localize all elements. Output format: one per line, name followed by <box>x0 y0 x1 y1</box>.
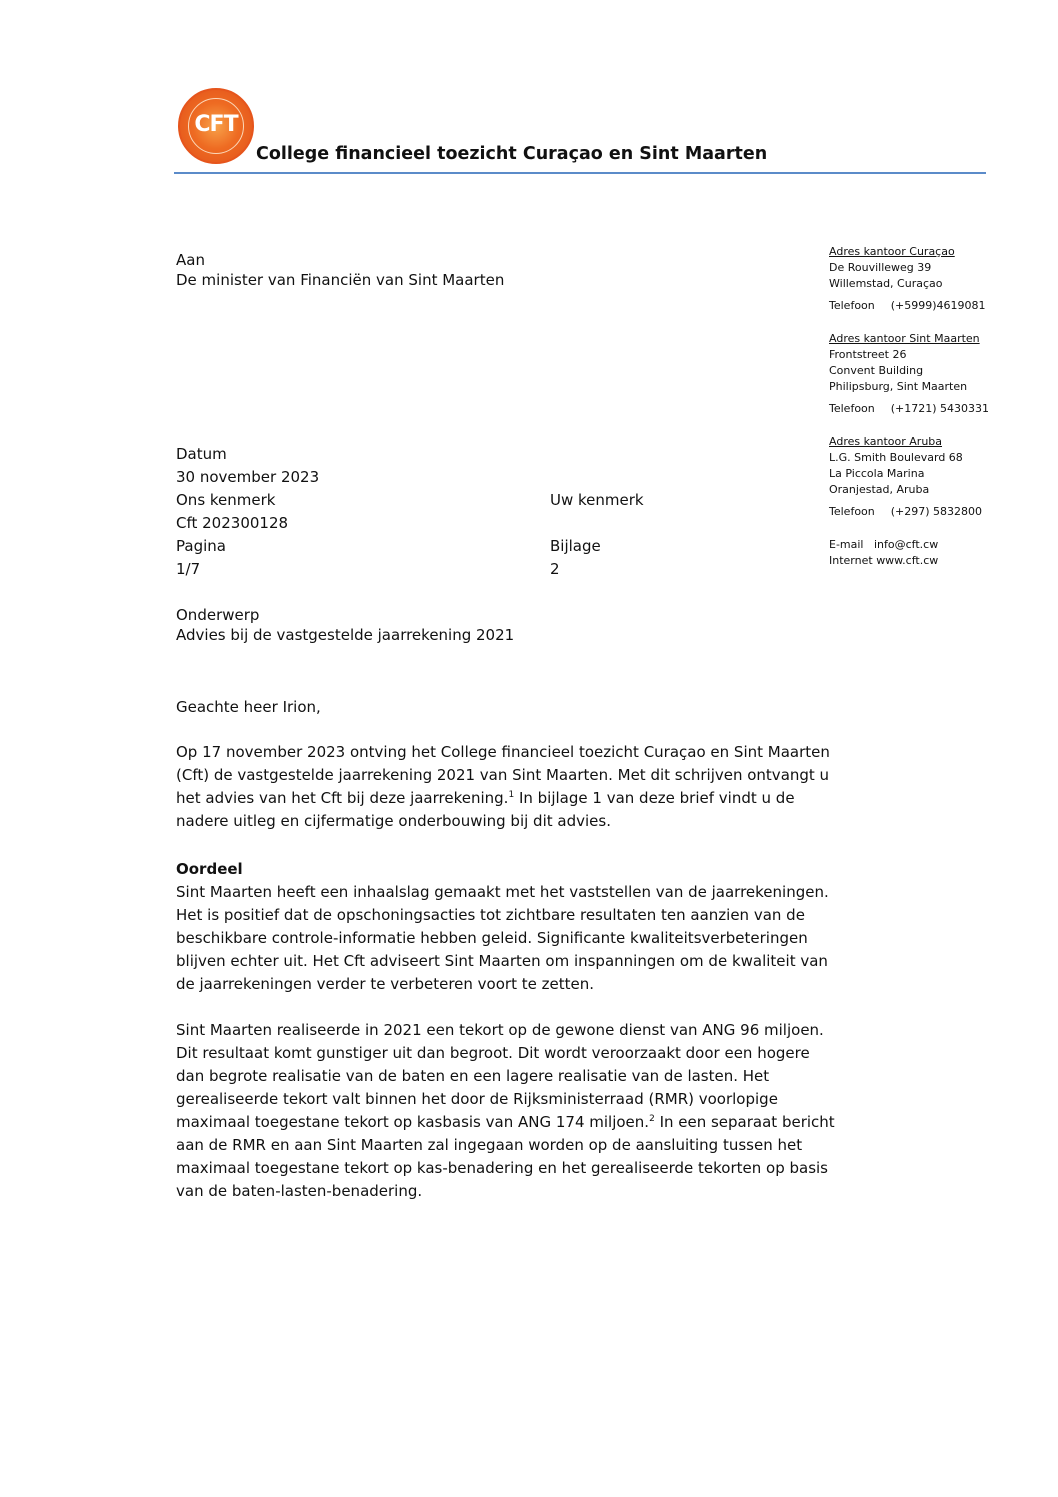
logo-text: CFT <box>194 112 238 137</box>
body-text: het advies van het Cft bij deze jaarrekening. <box>176 789 509 807</box>
datum-label: Datum <box>176 445 227 463</box>
office-curacao <box>829 244 986 314</box>
body-line: aan de RMR en aan Sint Maarten zal ingegaan worden op de aansluiting tussen het <box>176 1136 803 1154</box>
office-address-line: De Rouvilleweg 39 <box>829 261 932 274</box>
office-address-line: Frontstreet 26 <box>829 348 907 361</box>
office-heading: Adres kantoor Aruba <box>829 435 943 448</box>
onderwerp-label: Onderwerp <box>176 606 260 624</box>
body-line: gerealiseerde tekort valt binnen het door de Rijksministerraad (RMR) voorlopige <box>176 1090 778 1108</box>
phone-label: Telefoon <box>829 299 875 312</box>
office-address-line: Philipsburg, Sint Maarten <box>829 380 968 393</box>
bijlage-value: 2 <box>550 560 560 578</box>
internet-label: Internet <box>829 554 873 567</box>
email-link[interactable]: info@cft.cw <box>874 538 939 551</box>
contact-internet <box>829 553 938 569</box>
office-address-line: Oranjestad, Aruba <box>829 483 930 496</box>
body-line: Op 17 november 2023 ontving het College financieel toezicht Curaçao en Sint Maarten <box>176 743 830 761</box>
office-address-line: La Piccola Marina <box>829 467 925 480</box>
office-phone <box>829 401 989 417</box>
uw-kenmerk-label: Uw kenmerk <box>550 491 644 509</box>
body-line: beschikbare controle-informatie hebben geleid. Significante kwaliteitsverbeteringen <box>176 929 808 947</box>
oordeel-section <box>176 858 896 996</box>
body-line: de jaarrekeningen verder te verbeteren voort te zetten. <box>176 975 594 993</box>
ons-kenmerk-label: Ons kenmerk <box>176 491 276 509</box>
organization-title: College financieel toezicht Curaçao en Sint Maarten <box>256 144 768 164</box>
email-label: E-mail <box>829 538 864 551</box>
office-sint-maarten <box>829 331 989 417</box>
addressee-label: Aan <box>176 251 205 269</box>
body-text: maximaal toegestane tekort op kasbasis van ANG 174 miljoen. <box>176 1113 650 1131</box>
phone-number: (+5999)4619081 <box>890 299 986 312</box>
office-heading: Adres kantoor Sint Maarten <box>829 332 980 345</box>
body-text: In bijlage 1 van deze brief vindt u de <box>514 789 795 807</box>
office-aruba <box>829 434 982 520</box>
office-heading: Adres kantoor Curaçao <box>829 245 955 258</box>
addressee-name: De minister van Financiën van Sint Maarten <box>176 271 505 289</box>
body-line: dan begrote realisatie van de baten en een lagere realisatie van de lasten. Het <box>176 1067 770 1085</box>
section-heading: Oordeel <box>176 860 243 878</box>
website-link[interactable]: www.cft.cw <box>876 554 939 567</box>
body-line: Het is positief dat de opschoningsacties tot zichtbare resultaten ten aanzien van de <box>176 906 805 924</box>
phone-number: (+1721) 5430331 <box>890 402 990 415</box>
footnote-ref-2[interactable]: 2 <box>649 1114 655 1124</box>
office-phone <box>829 298 986 314</box>
body-line: (Cft) de vastgestelde jaarrekening 2021 van Sint Maarten. Met dit schrijven ontvangt u <box>176 766 830 784</box>
cft-logo <box>178 88 254 164</box>
body-line: Sint Maarten heeft een inhaalslag gemaakt met het vaststellen van de jaarrekeningen. <box>176 883 829 901</box>
phone-label: Telefoon <box>829 505 875 518</box>
body-line: Sint Maarten realiseerde in 2021 een tekort op de gewone dienst van ANG 96 miljoen. <box>176 1021 824 1039</box>
onderwerp-value: Advies bij de vastgestelde jaarrekening 2021 <box>176 626 515 644</box>
body-line: Dit resultaat komt gunstiger uit dan begroot. Dit wordt veroorzaakt door een hogere <box>176 1044 810 1062</box>
pagina-value: 1/7 <box>176 560 201 578</box>
body-line <box>176 787 896 810</box>
office-phone <box>829 504 982 520</box>
ons-kenmerk-value: Cft 202300128 <box>176 514 289 532</box>
footnote-ref-1[interactable]: 1 <box>508 790 515 800</box>
phone-label: Telefoon <box>829 402 875 415</box>
contact-email <box>829 537 938 553</box>
result-paragraph <box>176 1019 896 1203</box>
office-address-line: Convent Building <box>829 364 924 377</box>
datum-value: 30 november 2023 <box>176 468 320 486</box>
office-address-line: Willemstad, Curaçao <box>829 277 943 290</box>
body-line: nadere uitleg en cijfermatige onderbouwing bij dit advies. <box>176 812 611 830</box>
pagina-label: Pagina <box>176 537 226 555</box>
intro-paragraph <box>176 741 896 833</box>
body-line: maximaal toegestane tekort op kas-benadering en het gerealiseerde tekorten op basis <box>176 1159 828 1177</box>
bijlage-label: Bijlage <box>550 537 601 555</box>
office-address-line: L.G. Smith Boulevard 68 <box>829 451 963 464</box>
body-text: In een separaat bericht <box>654 1113 835 1131</box>
header-divider <box>174 172 986 174</box>
body-line <box>176 1111 896 1134</box>
phone-number: (+297) 5832800 <box>890 505 983 518</box>
salutation: Geachte heer Irion, <box>176 698 321 716</box>
body-line: blijven echter uit. Het Cft adviseert Sint Maarten om inspanningen om de kwaliteit van <box>176 952 828 970</box>
body-line: van de baten-lasten-benadering. <box>176 1182 423 1200</box>
